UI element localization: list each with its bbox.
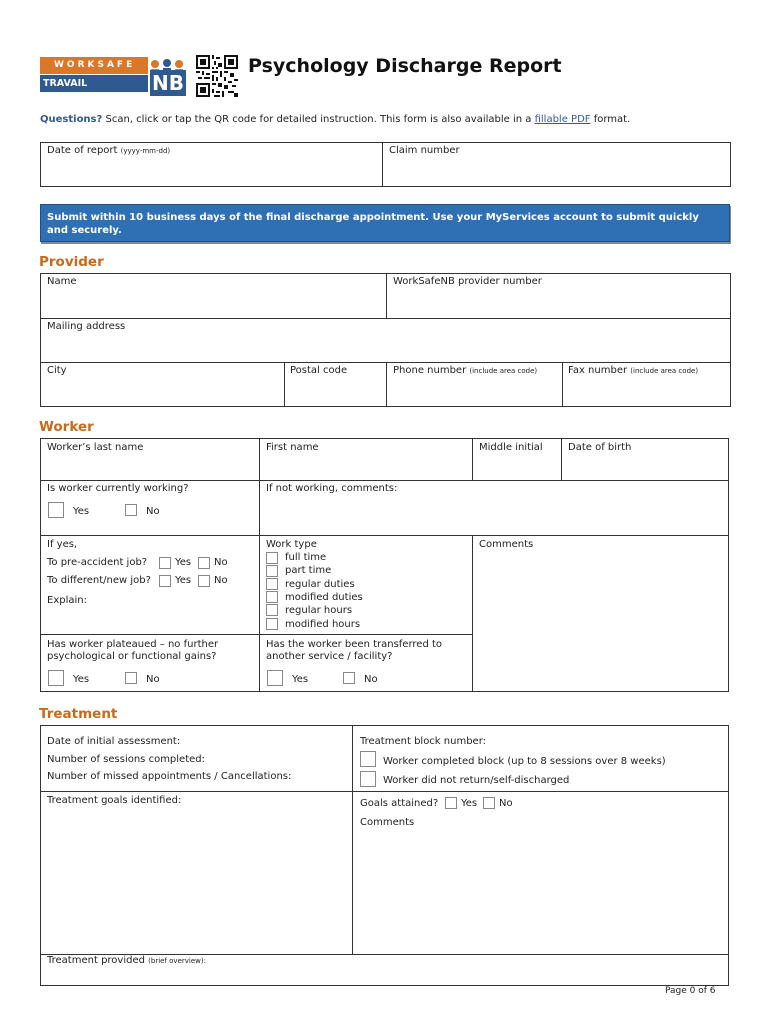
questions-label: Questions? [40,114,103,125]
different-job-yes-label: Yes [175,575,192,586]
work-type-part-time-checkbox[interactable] [266,565,278,577]
treatment-heading: Treatment [39,706,118,722]
work-type-modified-hours-label: modified hours [285,619,361,630]
explain-label: Explain: [47,595,87,606]
currently-working-no-label: No [146,506,160,517]
phone-input[interactable] [387,378,561,406]
missed-appointments-label: Number of missed appointments / Cancellations: [47,771,292,782]
page-title: Psychology Discharge Report [248,55,562,77]
dob-input[interactable] [562,456,728,479]
provider-name-input[interactable] [41,290,385,317]
worker-last-name-input[interactable] [41,456,258,479]
completed-block-checkbox[interactable] [360,751,376,767]
qr-code-icon[interactable] [196,55,238,97]
not-working-comments-input[interactable] [260,497,728,534]
logo-worksafe: WORKSAFE [40,57,162,74]
goals-identified-input[interactable] [41,810,351,953]
page-number: Page 0 of 6 [665,986,716,996]
work-type-full-time-checkbox[interactable] [266,552,278,564]
work-type-part-time-label: part time [285,565,332,576]
dob-label: Date of birth [568,442,632,453]
worker-comments-input[interactable] [473,553,728,691]
submission-banner: Submit within 10 business days of the final discharge appointment. Use your MyServices account to submit quickly and securely. [40,204,730,242]
plateaued-label: Has worker plateaued – no further psychological or functional gains? [47,639,219,662]
did-not-return-label: Worker did not return/self-discharged [383,775,570,786]
transferred-yes-label: Yes [292,674,309,685]
logo-travail: TRAVAIL SÉCURITAIRE [40,75,151,92]
postal-code-label: Postal code [290,365,348,376]
treatment-comments-input[interactable] [353,831,728,953]
if-yes-label: If yes, [47,539,78,550]
transferred-yes-checkbox[interactable] [267,670,283,686]
goals-attained-yes-checkbox[interactable] [445,797,457,809]
treatment-provided-label: Treatment provided (brief overview): [47,955,206,966]
plateaued-yes-label: Yes [73,674,90,685]
treatment-comments-label: Comments [360,817,415,828]
plateaued-yes-checkbox[interactable] [48,670,64,686]
pre-accident-label: To pre-accident job? [47,557,148,568]
plateaued-no-checkbox[interactable] [125,672,137,684]
treatment-provided-input[interactable] [41,968,728,985]
goals-attained-no-checkbox[interactable] [483,797,495,809]
work-type-modified-hours-checkbox[interactable] [266,618,278,630]
pre-accident-yes-label: Yes [175,557,192,568]
worker-heading: Worker [39,419,94,435]
middle-initial-input[interactable] [473,456,560,479]
provider-name-label: Name [47,276,77,287]
sessions-completed-label: Number of sessions completed: [47,754,205,765]
work-type-modified-duties-checkbox[interactable] [266,591,278,603]
transferred-no-label: No [364,674,378,685]
mailing-address-input[interactable] [41,335,730,361]
work-type-full-time-label: full time [285,552,327,563]
questions-suffix: format. [593,114,631,125]
work-type-regular-duties-label: regular duties [285,579,355,590]
provider-number-label: WorkSafeNB provider number [393,276,542,287]
currently-working-label: Is worker currently working? [47,483,189,494]
initial-assessment-label: Date of initial assessment: [47,736,181,747]
logo-nb: NB [150,70,186,96]
work-type-regular-hours-checkbox[interactable] [266,604,278,616]
work-type-modified-duties-label: modified duties [285,592,363,603]
city-label: City [47,365,67,376]
first-name-input[interactable] [260,456,471,479]
different-job-label: To different/new job? [47,575,151,586]
plateaued-no-label: No [146,674,160,685]
pre-accident-no-label: No [214,557,228,568]
provider-heading: Provider [39,254,104,270]
explain-input[interactable] [90,593,256,631]
block-number-label: Treatment block number: [360,736,486,747]
questions-line [40,114,630,125]
goals-attained-label: Goals attained? [360,798,439,809]
fillable-pdf-link[interactable]: fillable PDF [534,114,591,125]
goals-attained-yes-label: Yes [461,798,478,809]
transferred-no-checkbox[interactable] [343,672,355,684]
different-job-yes-checkbox[interactable] [159,575,171,587]
fax-input[interactable] [563,378,730,406]
claim-number-label: Claim number [389,145,460,156]
worker-last-name-label: Worker’s last name [47,442,144,453]
first-name-label: First name [266,442,319,453]
work-type-label: Work type [266,539,317,550]
currently-working-yes-label: Yes [73,506,90,517]
middle-initial-label: Middle initial [479,442,543,453]
work-type-regular-duties-checkbox[interactable] [266,578,278,590]
currently-working-yes-checkbox[interactable] [48,502,64,518]
goals-identified-label: Treatment goals identified: [47,795,182,806]
different-job-no-label: No [214,575,228,586]
goals-attained-no-label: No [499,798,513,809]
worker-comments-label: Comments [479,539,534,550]
fax-label: Fax number (include area code) [568,365,699,376]
postal-code-input[interactable] [285,378,385,406]
different-job-no-checkbox[interactable] [198,575,210,587]
city-input[interactable] [41,378,283,406]
provider-number-input[interactable] [387,290,730,317]
phone-label: Phone number (include area code) [393,365,538,376]
work-type-regular-hours-label: regular hours [285,605,353,616]
mailing-address-label: Mailing address [47,321,126,332]
did-not-return-checkbox[interactable] [360,771,376,787]
questions-text: Scan, click or tap the QR code for detailed instruction. This form is also available in a [105,114,532,125]
date-of-report-label: Date of report (yyyy-mm-dd) [47,145,171,156]
pre-accident-yes-checkbox[interactable] [159,557,171,569]
completed-block-label: Worker completed block (up to 8 sessions over 8 weeks) [383,756,666,767]
transferred-label: Has the worker been transferred to another service / facility? [266,639,443,662]
currently-working-no-checkbox[interactable] [125,504,137,516]
not-working-comments-label: If not working, comments: [266,483,398,494]
pre-accident-no-checkbox[interactable] [198,557,210,569]
